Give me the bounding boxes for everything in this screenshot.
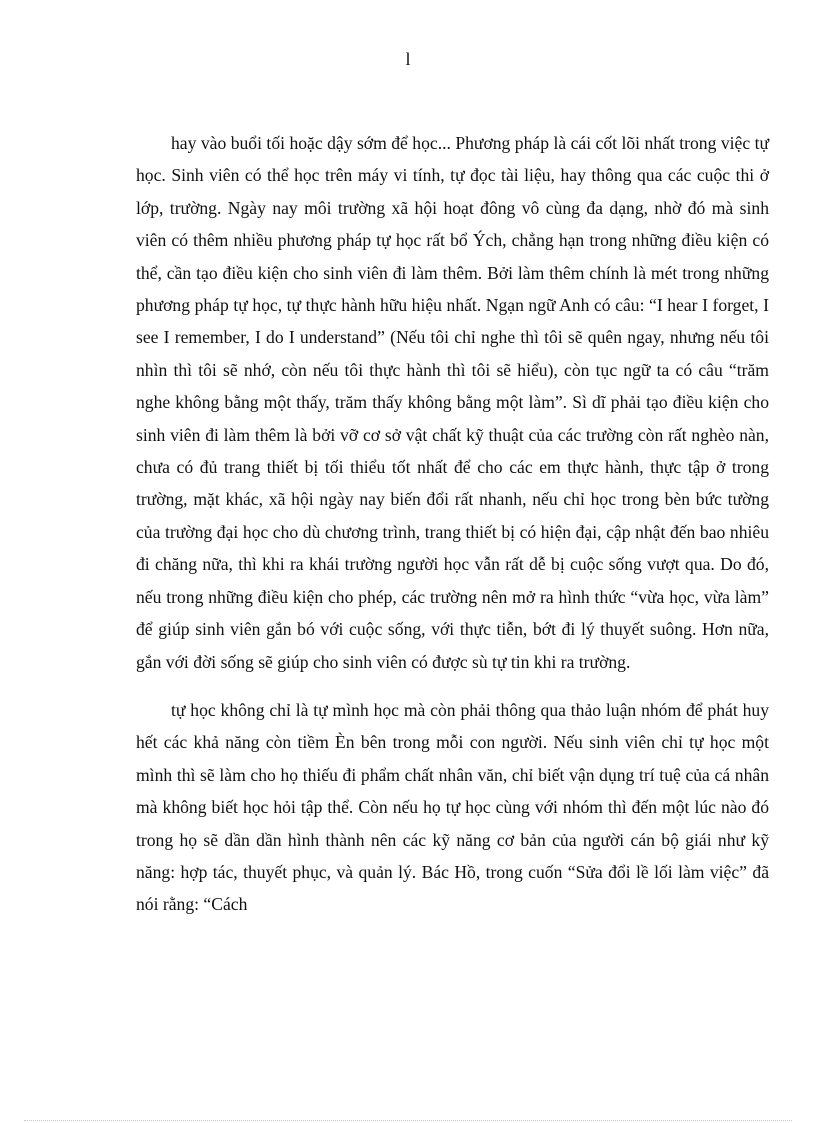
page-number: l <box>405 49 411 69</box>
page-bottom-divider <box>24 1120 792 1121</box>
paragraph: hay vào buổi tối hoặc dậy sớm để học... Phương pháp là cái cốt lõi nhất trong việc tự học. Sinh viên có thể học trên máy vi tính, tự đọc tài liệu, hay thông qua các cuộc thi ở lớp, trường. Ngày nay môi trường xã hội hoạt đông vô cùng đa dạng, nhờ đó mà sinh viên có thêm nhiều phương pháp tự học rất bổ Ých, chẳng hạn trong những điều kiện có thể, cần tạo điều kiện cho sinh viên đi làm thêm. Bởi làm thêm chính là mét trong những phương pháp tự học, tự thực hành hữu hiệu nhất. Ngạn ngữ Anh có câu: “I hear I forget, I see I remember, I do I understand” (Nếu tôi chỉ nghe thì tôi sẽ quên ngay, nhưng nếu tôi nhìn thì tôi sẽ nhớ, còn nếu tôi thực hành thì tôi sẽ hiểu), còn tục ngữ ta có câu “trăm nghe không bằng một thấy, trăm thấy không bằng một làm”. Sì dĩ phải tạo điều kiện cho sinh viên đi làm thêm là bởi vỡ cơ sở vật chất kỹ thuật của các trường còn rất nghèo nàn, chưa có đủ trang thiết bị tối thiểu tốt nhất để cho các em thực hành, thực tập ở trong trường, mặt khác, xã hội ngày nay biến đổi rất nhanh, nếu chỉ học trong bèn bức tường của trường đại học cho dù chương trình, trang thiết bị có hiện đại, cập nhật đến bao nhiêu đi chăng nữa, thì khi ra khái trường người học vẫn rất dễ bị cuộc sống vượt qua. Do đó, nếu trong những điều kiện cho phép, các trường nên mở ra hình thức “vừa học, vừa làm” để giúp sinh viên gắn bó với cuộc sống, với thực tiễn, bớt đi lý thuyết suông. Hơn nữa, gắn với đời sống sẽ giúp cho sinh viên có được sù tự tin khi ra trường. <box>136 133 769 672</box>
document-body <box>136 127 769 921</box>
paragraph: tự học không chỉ là tự mình học mà còn phải thông qua thảo luận nhóm để phát huy hết các khả năng còn tiềm Èn bên trong mỗi con người. Nếu sinh viên chỉ tự học một mình thì sẽ làm cho họ thiếu đi phẩm chất nhân văn, chỉ biết vận dụng trí tuệ của cá nhân mà không biết học hỏi tập thể. Còn nếu họ tự học cùng với nhóm thì đến một lúc nào đó trong họ sẽ dần dần hình thành nên các kỹ năng cơ bản của người cán bộ giái như kỹ năng: hợp tác, thuyết phục, và quản lý. Bác Hồ, trong cuốn “Sửa đổi lề lối làm việc” đã nói rằng: “Cách <box>136 699 769 915</box>
